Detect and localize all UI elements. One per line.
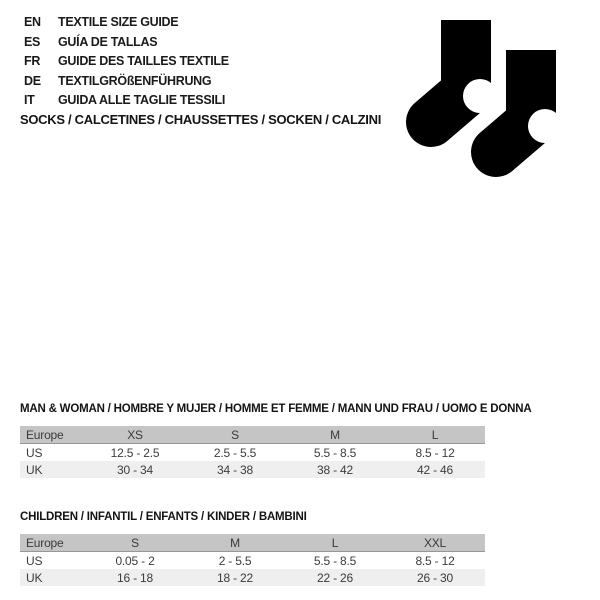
table-title: CHILDREN / INFANTIL / ENFANTS / KINDER / BAMBINI [20, 511, 307, 523]
size-value: 22 - 26 [317, 570, 353, 585]
column-header: S [85, 534, 185, 552]
language-label: GUIDA ALLE TAGLIE TESSILI [58, 93, 226, 107]
size-value: 30 - 34 [117, 462, 153, 477]
table-header-row [20, 426, 485, 444]
language-code: IT [24, 93, 35, 107]
column-header: L [285, 534, 385, 552]
table-row-us [20, 444, 485, 462]
language-row-it [24, 91, 229, 111]
table-title: MAN & WOMAN / HOMBRE Y MUJER / HOMME ET FEMME / MANN UND FRAU / UOMO E DONNA [20, 403, 532, 415]
column-header: L [385, 426, 485, 444]
language-code: ES [24, 34, 41, 49]
category-line: SOCKS / CALCETINES / CHAUSSETTES / SOCKEN / CALZINI [20, 112, 382, 127]
size-value: 5.5 - 8.5 [313, 445, 357, 460]
size-value: 38 - 42 [317, 462, 353, 477]
column-header: M [185, 534, 285, 552]
socks-icon [398, 10, 573, 185]
man-woman-size-table-section [20, 403, 532, 478]
column-header: XXL [385, 534, 485, 552]
children-size-table [20, 534, 485, 586]
table-row-us [20, 552, 485, 570]
language-code: DE [24, 73, 41, 88]
size-value: 2 - 5.5 [218, 553, 252, 568]
size-value: 12.5 - 2.5 [110, 445, 160, 460]
size-value: 8.5 - 12 [415, 553, 455, 568]
table-row-uk [20, 461, 485, 478]
size-value: 18 - 22 [217, 570, 253, 585]
children-size-table-section [20, 511, 485, 586]
size-value: 0.05 - 2 [115, 553, 155, 568]
sock-back [431, 20, 497, 122]
column-header: Europe [20, 534, 85, 552]
column-header: S [185, 426, 285, 444]
language-list [24, 13, 229, 111]
size-value: 34 - 38 [217, 462, 253, 477]
language-label: TEXTILE SIZE GUIDE [58, 15, 179, 29]
language-row-en [24, 13, 229, 33]
column-header: M [285, 426, 385, 444]
region-label: UK [26, 570, 43, 585]
man-woman-size-table [20, 426, 485, 478]
size-value: 5.5 - 8.5 [313, 553, 357, 568]
language-code: FR [24, 54, 41, 68]
region-label: US [26, 553, 43, 568]
size-value: 8.5 - 12 [415, 445, 455, 460]
language-label: TEXTILGRÖßENFÜHRUNG [58, 73, 212, 88]
size-value: 42 - 46 [417, 462, 453, 477]
sock-front [496, 50, 562, 152]
language-row-fr [24, 52, 229, 72]
language-label: GUIDE DES TAILLES TEXTILE [58, 54, 229, 68]
size-value: 26 - 30 [417, 570, 453, 585]
language-label: GUÍA DE TALLAS [58, 34, 158, 49]
language-row-de [24, 72, 229, 92]
table-header-row [20, 534, 485, 552]
region-label: UK [26, 462, 43, 477]
column-header: Europe [20, 426, 85, 444]
language-row-es [24, 33, 229, 53]
language-code: EN [24, 15, 41, 29]
region-label: US [26, 445, 43, 460]
size-value: 2.5 - 5.5 [213, 445, 257, 460]
table-row-uk [20, 569, 485, 586]
size-value: 16 - 18 [117, 570, 153, 585]
column-header: XS [85, 426, 185, 444]
